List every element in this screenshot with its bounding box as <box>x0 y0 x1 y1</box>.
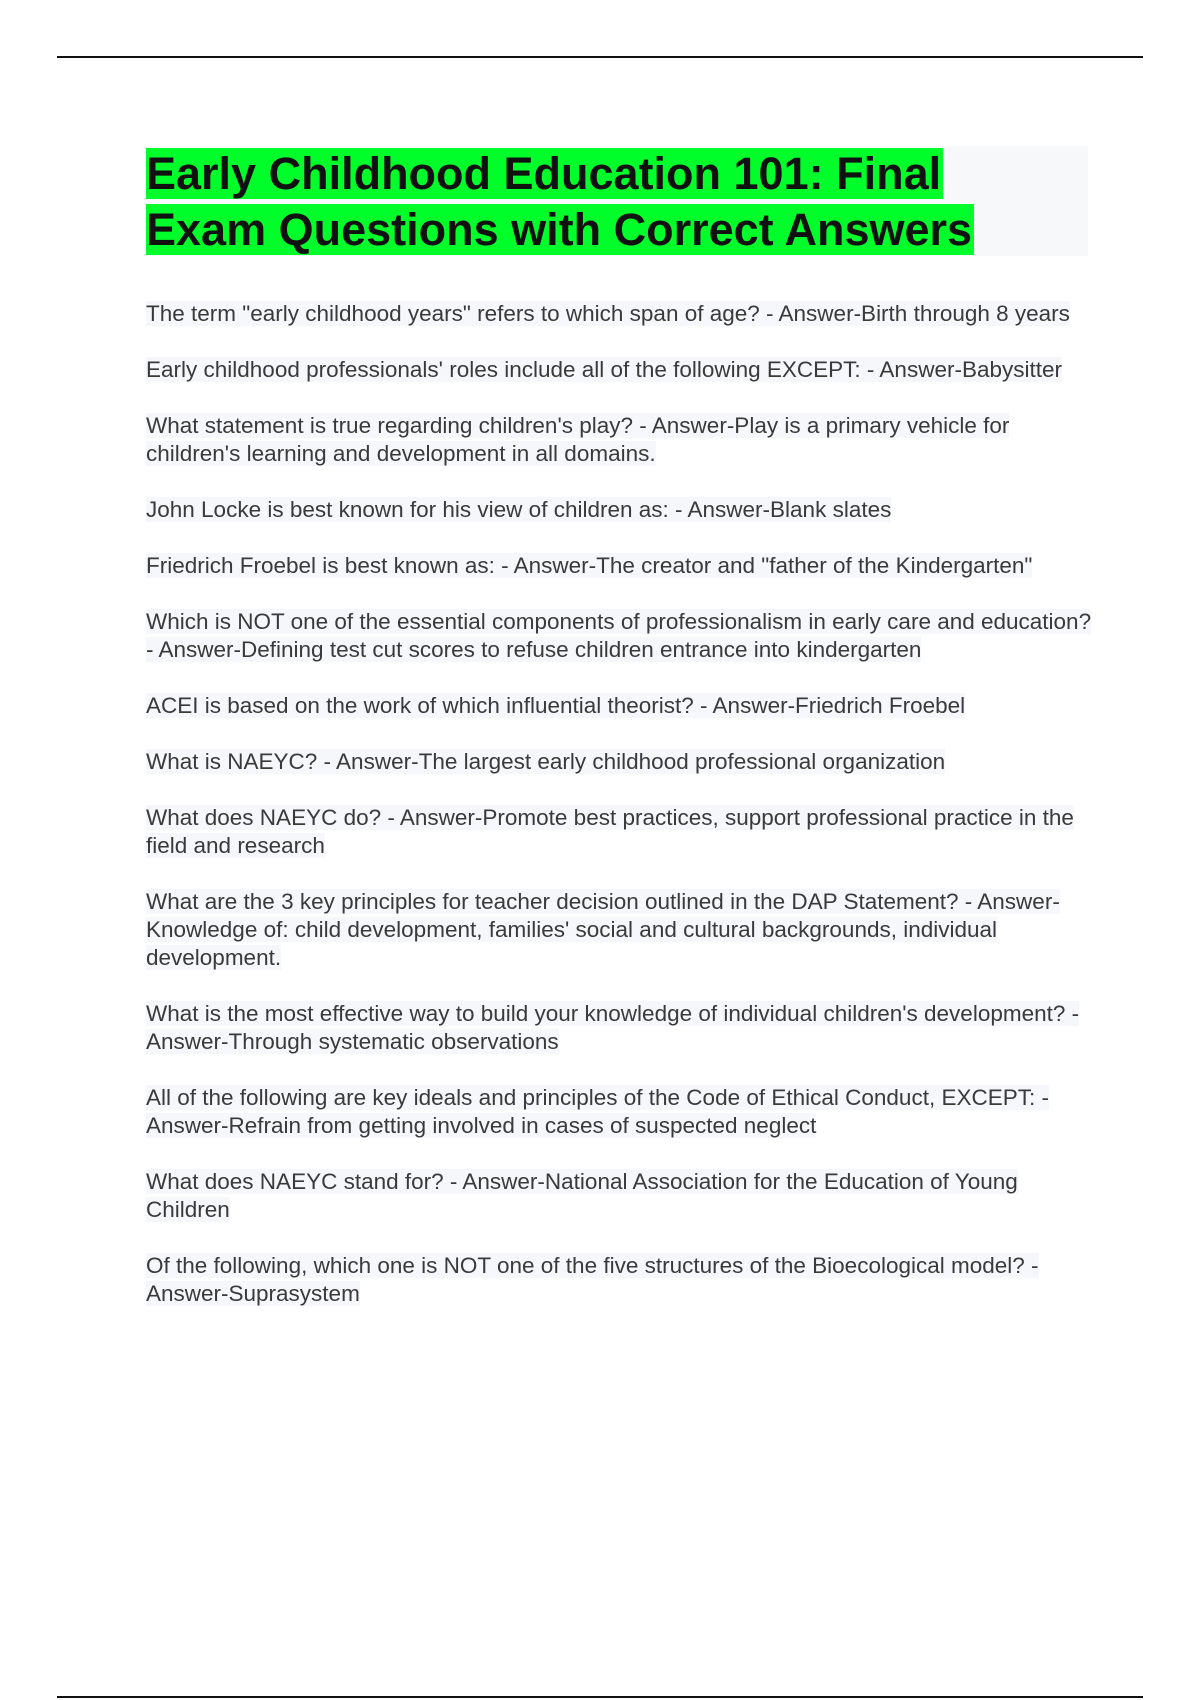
qa-text: Which is NOT one of the essential components of professionalism in early care and education? - Answer-Defining test cut scores to refuse children entrance into kindergarten <box>146 609 1092 662</box>
qa-text: ACEI is based on the work of which influential theorist? - Answer-Friedrich Froebel <box>146 693 966 718</box>
qa-item <box>146 888 1098 972</box>
qa-text: What are the 3 key principles for teacher decision outlined in the DAP Statement? - Answer-Knowledge of: child development, families' social and cultural backgrounds, individual development. <box>146 889 1060 970</box>
qa-item <box>146 356 1098 384</box>
qa-item <box>146 692 1098 720</box>
qa-text: What is NAEYC? - Answer-The largest early childhood professional organization <box>146 749 946 774</box>
qa-text: What does NAEYC stand for? - Answer-National Association for the Education of Young Children <box>146 1169 1018 1222</box>
qa-item <box>146 748 1098 776</box>
qa-text: Early childhood professionals' roles include all of the following EXCEPT: - Answer-Babysitter <box>146 357 1062 382</box>
qa-text: All of the following are key ideals and principles of the Code of Ethical Conduct, EXCEPT: - Answer-Refrain from getting involved in cases of suspected neglect <box>146 1085 1049 1138</box>
qa-text: John Locke is best known for his view of children as: - Answer-Blank slates <box>146 497 892 522</box>
qa-item <box>146 608 1098 664</box>
qa-text: What is the most effective way to build your knowledge of individual children's development? - Answer-Through systematic observations <box>146 1001 1080 1054</box>
qa-text: Of the following, which one is NOT one of the five structures of the Bioecological model? - Answer-Suprasystem <box>146 1253 1039 1306</box>
qa-item <box>146 412 1098 468</box>
title-block <box>146 146 1088 256</box>
qa-item <box>146 1168 1098 1224</box>
qa-text: Friedrich Froebel is best known as: - Answer-The creator and "father of the Kindergarten" <box>146 553 1033 578</box>
qa-item <box>146 1084 1098 1140</box>
qa-item <box>146 496 1098 524</box>
top-page-rule <box>57 56 1143 58</box>
document-title <box>146 146 1088 258</box>
qa-text: The term "early childhood years" refers to which span of age? - Answer-Birth through 8 years <box>146 301 1070 326</box>
qa-text: What does NAEYC do? - Answer-Promote best practices, support professional practice in the field and research <box>146 805 1074 858</box>
qa-text: What statement is true regarding children's play? - Answer-Play is a primary vehicle for children's learning and development in all domains. <box>146 413 1010 466</box>
question-answer-list <box>146 300 1098 1336</box>
title-line-2: Exam Questions with Correct Answers <box>146 204 973 255</box>
qa-item <box>146 552 1098 580</box>
qa-item <box>146 1252 1098 1308</box>
qa-item <box>146 804 1098 860</box>
bottom-page-rule <box>57 1696 1143 1698</box>
qa-item <box>146 1000 1098 1056</box>
qa-item <box>146 300 1098 328</box>
title-line-1: Early Childhood Education 101: Final <box>146 148 942 199</box>
